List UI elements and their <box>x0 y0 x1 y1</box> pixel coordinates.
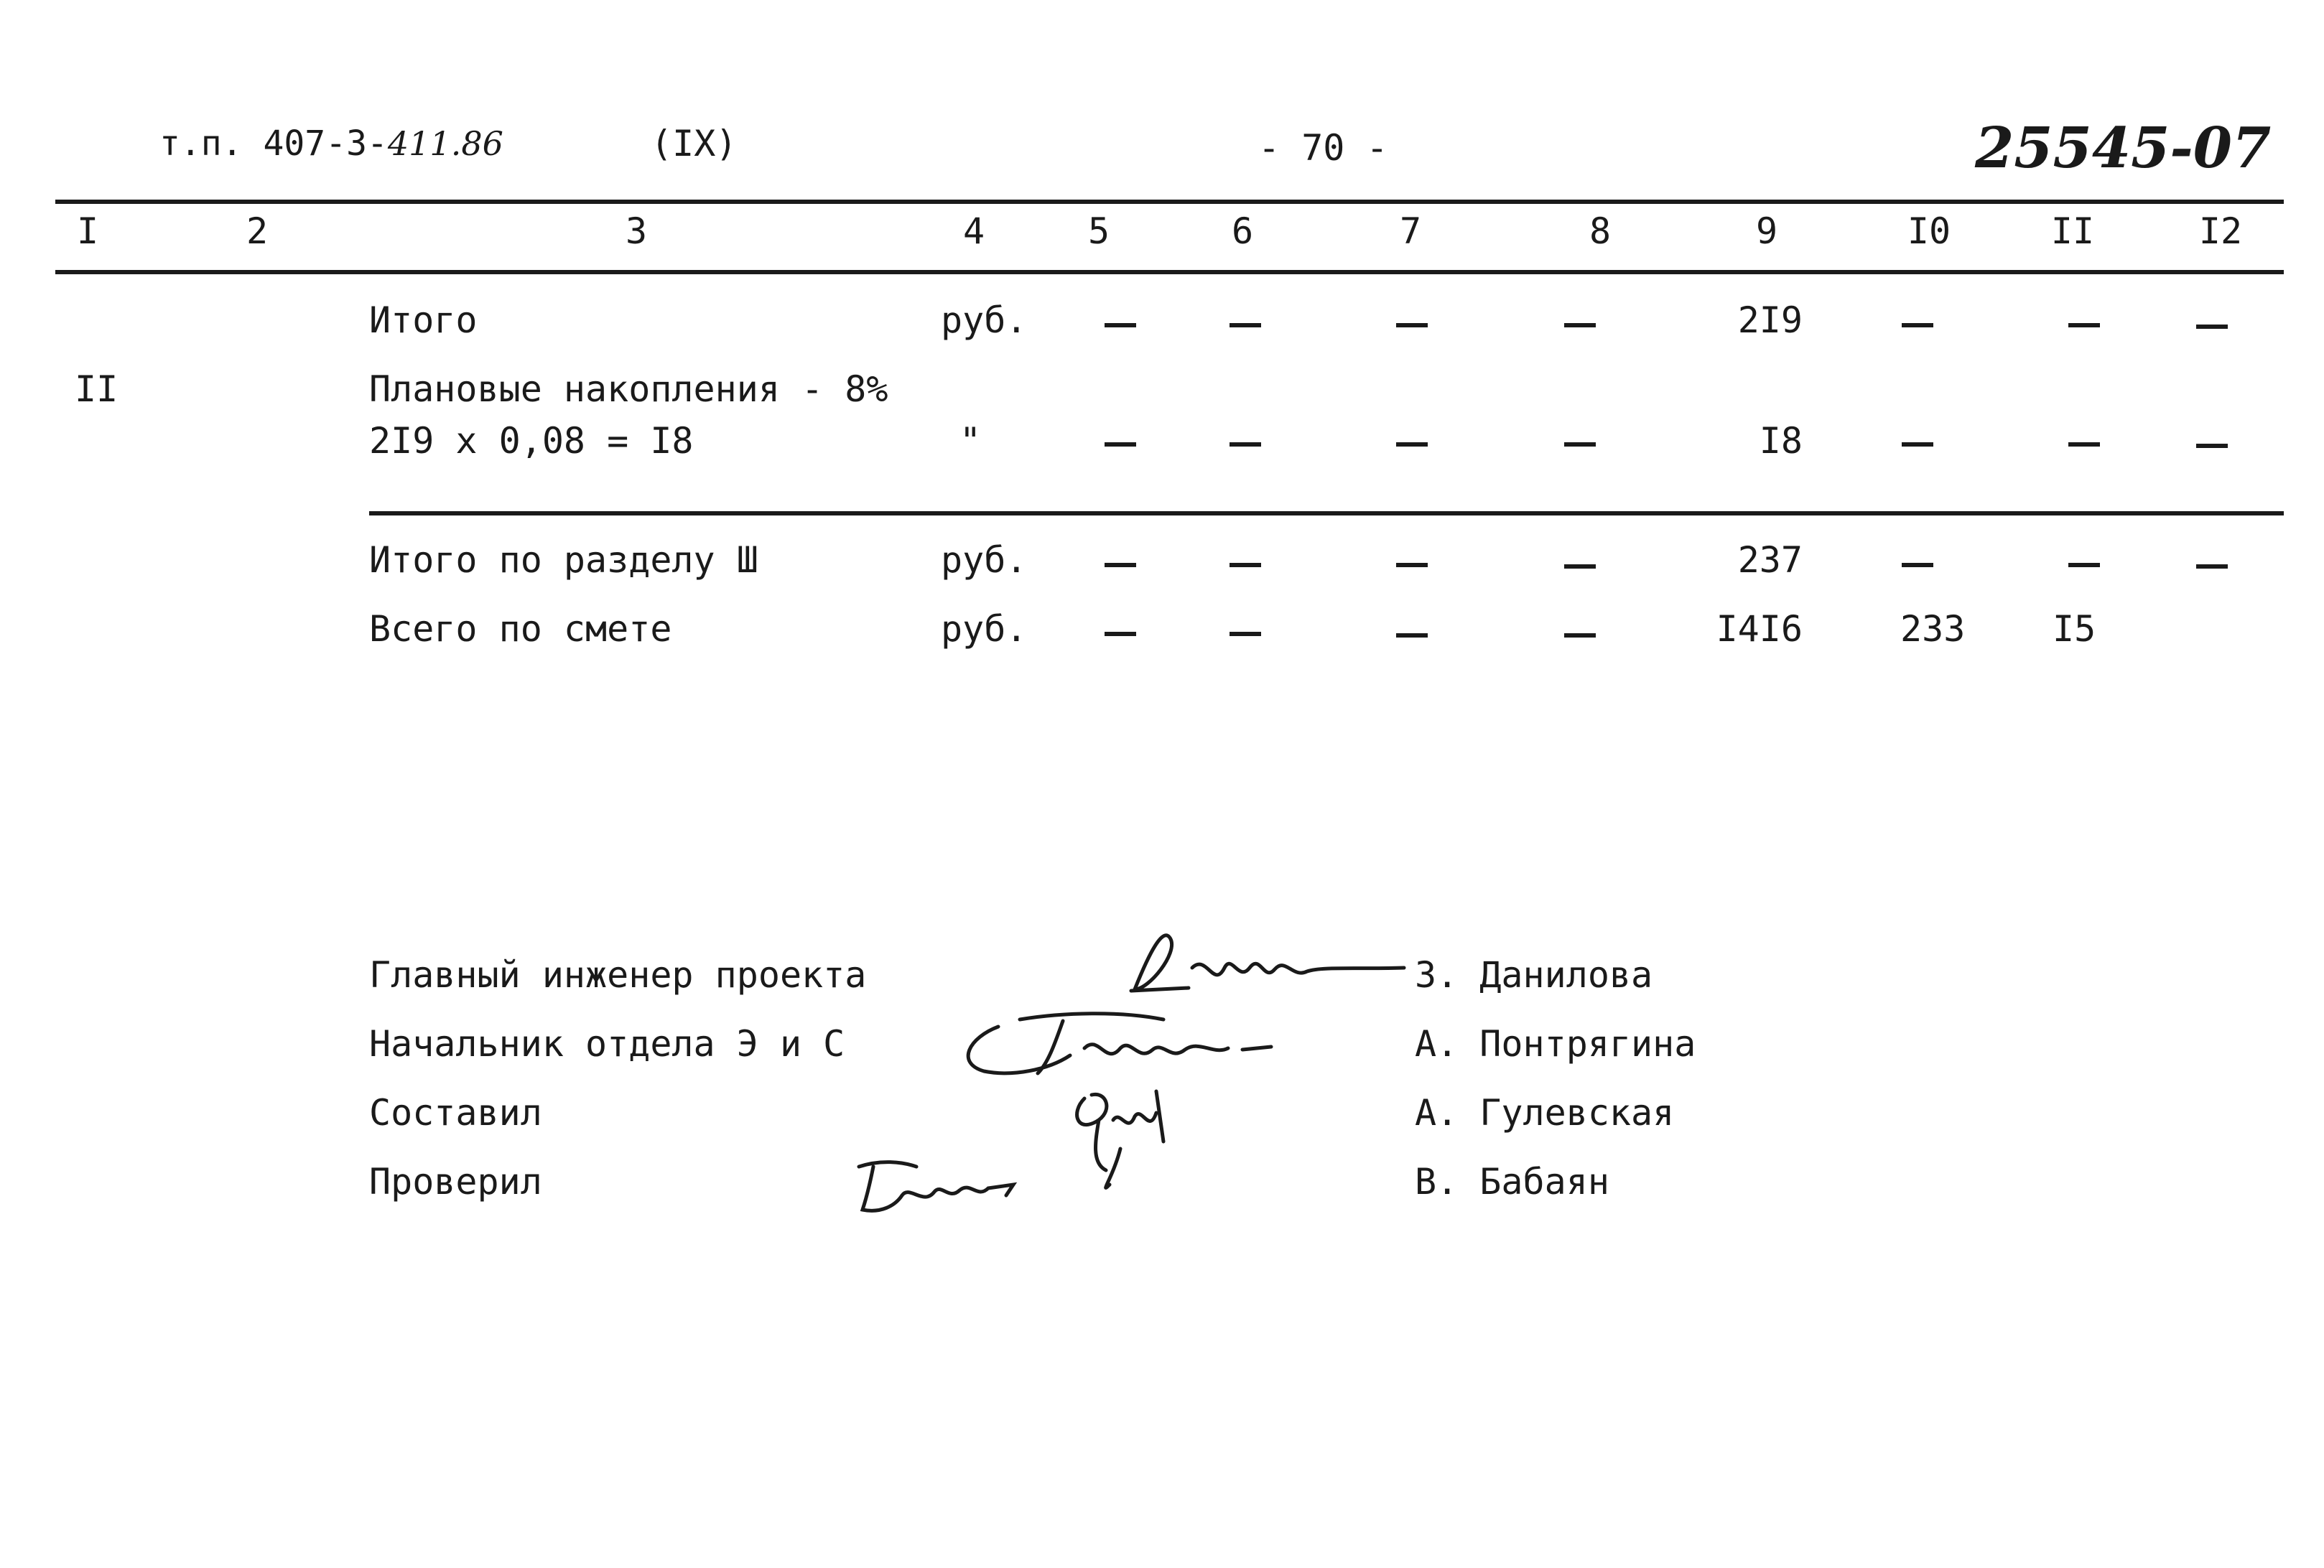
empty-cell-dash <box>1396 633 1428 638</box>
signatory-name: А. Гулевская <box>1415 1092 1675 1134</box>
signatory-name: А. Понтрягина <box>1415 1023 1696 1065</box>
row-calculation: 2I9 x 0,08 = I8 <box>369 420 694 462</box>
page-number: - 70 - <box>1258 127 1388 169</box>
handwritten-signature <box>852 1156 1024 1221</box>
row-name: Итого <box>369 299 478 341</box>
row-unit: руб. <box>941 299 1028 341</box>
column-header: 5 <box>1087 210 1110 252</box>
column-header: 9 <box>1755 210 1778 252</box>
row-unit: руб. <box>941 608 1028 650</box>
row-value-col11: I5 <box>2053 608 2096 650</box>
column-header: I2 <box>2198 210 2243 252</box>
column-header: I0 <box>1907 210 1951 252</box>
table-top-rule <box>55 200 2284 204</box>
empty-cell-dash <box>2196 325 2228 329</box>
empty-cell-dash <box>2068 563 2100 567</box>
empty-cell-dash <box>1105 442 1136 447</box>
empty-cell-dash <box>2196 444 2228 448</box>
signatory-role: Начальник отдела Э и С <box>369 1023 845 1065</box>
empty-cell-dash <box>1230 442 1261 447</box>
row-value-col10: 233 <box>1900 608 1966 650</box>
row-name: Плановые накопления - 8% <box>369 368 888 410</box>
empty-cell-dash <box>1396 563 1428 567</box>
archive-number: 25545-07 <box>1975 116 2272 181</box>
row-number: II <box>75 368 118 410</box>
empty-cell-dash <box>2068 442 2100 447</box>
table-header-rule <box>55 270 2284 274</box>
signatory-name: В. Бабаян <box>1415 1161 1609 1203</box>
row-value-col9: 237 <box>1737 539 1803 581</box>
empty-cell-dash <box>2068 323 2100 327</box>
empty-cell-dash <box>1105 632 1136 636</box>
empty-cell-dash <box>2196 564 2228 569</box>
empty-cell-dash <box>1902 442 1933 447</box>
column-header: 6 <box>1231 210 1254 252</box>
subtotal-rule <box>369 511 2284 515</box>
handwritten-signature <box>955 1005 1300 1084</box>
row-unit-ditto: " <box>959 420 982 462</box>
empty-cell-dash <box>1902 323 1933 327</box>
row-name: Всего по смете <box>369 608 672 650</box>
doc-reference <box>159 122 503 165</box>
empty-cell-dash <box>1105 563 1136 567</box>
column-header: 3 <box>625 210 648 252</box>
empty-cell-dash <box>1396 323 1428 327</box>
column-header: I <box>76 210 99 252</box>
column-header: 4 <box>962 210 985 252</box>
empty-cell-dash <box>1105 323 1136 327</box>
doc-reference-printed: т.п. 407-3- <box>159 123 388 164</box>
empty-cell-dash <box>1230 563 1261 567</box>
column-header: 8 <box>1589 210 1612 252</box>
empty-cell-dash <box>1230 323 1261 327</box>
empty-cell-dash <box>1230 632 1261 636</box>
row-unit: руб. <box>941 539 1028 581</box>
doc-reference-handwritten: 411.86 <box>387 124 503 163</box>
signatory-role: Составил <box>369 1092 542 1134</box>
row-value-col9: I8 <box>1759 420 1803 462</box>
handwritten-signature <box>1056 1077 1185 1199</box>
signatory-role: Проверил <box>369 1161 542 1203</box>
empty-cell-dash <box>1902 563 1933 567</box>
empty-cell-dash <box>1564 564 1596 569</box>
empty-cell-dash <box>1396 442 1428 447</box>
signatory-role: Главный инженер проекта <box>369 954 867 996</box>
row-name: Итого по разделу Ш <box>369 539 758 581</box>
column-header: II <box>2050 210 2095 252</box>
empty-cell-dash <box>1564 633 1596 638</box>
empty-cell-dash <box>1564 323 1596 327</box>
empty-cell-dash <box>1564 442 1596 447</box>
row-value-col9: I4I6 <box>1716 608 1803 650</box>
column-header: 2 <box>246 210 269 252</box>
handwritten-signature <box>1120 910 1408 1011</box>
section-label: (IX) <box>651 123 738 164</box>
row-value-col9: 2I9 <box>1737 299 1803 341</box>
signatory-name: З. Данилова <box>1415 954 1653 996</box>
column-header: 7 <box>1399 210 1422 252</box>
